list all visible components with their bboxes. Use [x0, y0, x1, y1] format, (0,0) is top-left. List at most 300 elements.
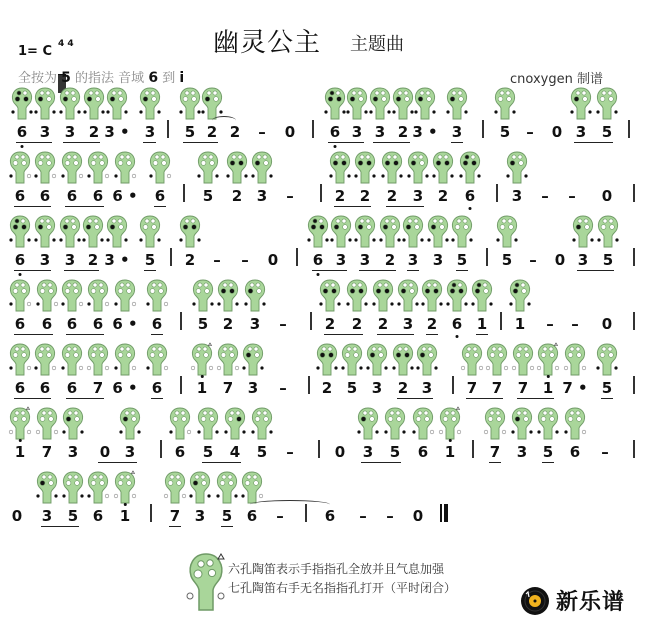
ocarina-fingering-icon [445, 86, 469, 120]
note: 6 [464, 187, 476, 205]
fingering-hint [18, 67, 184, 86]
range-low: 6 [148, 70, 159, 86]
note: – [546, 315, 554, 333]
beam-underline [64, 270, 99, 271]
beam-underline [41, 526, 79, 527]
note: 7 [92, 379, 104, 397]
ocarina-fingering-icon [536, 342, 560, 376]
legend-line-2: 七孔陶笛右手无名指指孔打开（平时闭合） [228, 581, 457, 595]
note: 1 [514, 315, 526, 333]
ocarina-fingering-icon [391, 342, 415, 376]
note: 3 [362, 443, 374, 461]
note: 6 [66, 187, 78, 205]
note: 3 • [104, 123, 130, 141]
ocarina-fingering-icon [8, 278, 32, 312]
ocarina-fingering-icon [426, 214, 450, 248]
beam-underline [312, 270, 347, 271]
ocarina-fingering-icon [371, 278, 395, 312]
note: 2 [426, 315, 438, 333]
note: – [286, 187, 294, 205]
note: 6 [66, 379, 78, 397]
ocarina-fingering-icon [508, 278, 532, 312]
beam-underline [574, 142, 613, 143]
beam-underline [451, 142, 463, 143]
ocarina-fingering-icon [196, 150, 220, 184]
bar-line [633, 376, 635, 394]
note: 6 • [112, 187, 138, 205]
low-octave-dot [21, 145, 24, 148]
beam-underline [66, 398, 104, 399]
beam-underline [377, 334, 414, 335]
note: 2 [386, 187, 398, 205]
site-logo[interactable] [520, 585, 625, 616]
note: – [601, 443, 609, 461]
note: 7 [489, 443, 501, 461]
beam-underline [466, 398, 503, 399]
note: 3 [247, 379, 259, 397]
beam-underline [601, 398, 613, 399]
ocarina-fingering-icon [345, 278, 369, 312]
beam-underline [202, 462, 241, 463]
ocarina-fingering-icon [113, 150, 137, 184]
ocarina-fingering-icon [470, 278, 494, 312]
note: 3 [39, 123, 51, 141]
note: 6 [14, 251, 26, 269]
time-signature-top: 4 [58, 39, 65, 49]
note: 2 [397, 379, 409, 397]
note: 2 [321, 379, 333, 397]
beam-underline [183, 142, 218, 143]
bar-line [150, 504, 152, 522]
bar-line [183, 184, 185, 202]
beam-underline [542, 462, 554, 463]
bar-line [472, 440, 474, 458]
note: 1 [445, 444, 455, 461]
bar-line [170, 248, 172, 266]
ocarina-fingering-icon [438, 406, 462, 440]
note: – [529, 251, 537, 269]
ocarina-fingering-icon [35, 278, 59, 312]
time-signature-bottom: 4 [67, 39, 74, 49]
note: 6 • [112, 315, 138, 333]
ocarina-fingering-icon [505, 150, 529, 184]
beam-underline [144, 270, 156, 271]
ocarina-fingering-icon [450, 214, 474, 248]
ocarina-fingering-icon [105, 86, 129, 120]
low-octave-dot [469, 207, 472, 210]
note: – [276, 507, 284, 525]
note: – [526, 123, 534, 141]
beam-underline [361, 462, 401, 463]
note: 5 [499, 123, 511, 141]
legend-line-1: 六孔陶笛表示手指指孔全放并且气息加强 [228, 562, 445, 576]
beam-underline [221, 526, 233, 527]
note: 6 [14, 315, 26, 333]
ocarina-fingering-icon [86, 470, 110, 504]
ocarina-fingering-icon [396, 278, 420, 312]
note: 3 [124, 443, 136, 461]
ocarina-fingering-icon [595, 86, 619, 120]
ocarina-fingering-icon [190, 342, 214, 376]
ocarina-fingering-icon [225, 150, 249, 184]
bar-line [633, 440, 635, 458]
note: 2 [437, 187, 449, 205]
note: 3 [432, 251, 444, 269]
note: 6 [66, 315, 78, 333]
ocarina-fingering-icon [563, 342, 587, 376]
ocarina-fingering-icon [340, 342, 364, 376]
note: – [541, 187, 549, 205]
ocarina-fingering-icon [411, 406, 435, 440]
ocarina-fingering-icon [191, 278, 215, 312]
ocarina-fingering-icon [178, 214, 202, 248]
ocarina-fingering-icon [196, 406, 220, 440]
note: 2 [206, 123, 218, 141]
note: 1 [476, 315, 488, 333]
score-line [0, 278, 648, 340]
note: 2 [87, 251, 99, 269]
ocarina-fingering-icon [595, 342, 619, 376]
bar-line [308, 376, 310, 394]
time-signature [58, 40, 74, 49]
ocarina-fingering-icon [33, 214, 57, 248]
note: 6 [154, 187, 166, 205]
ocarina-fingering-icon [33, 342, 57, 376]
low-octave-dot [334, 145, 337, 148]
bar-line [320, 184, 322, 202]
ocarina-fingering-icon [178, 86, 202, 120]
ocarina-fingering-icon [445, 278, 469, 312]
note: 0 [334, 443, 346, 461]
ocarina-fingering-icon [483, 406, 507, 440]
note: 5 [456, 251, 468, 269]
note: 7 • [562, 379, 588, 397]
beam-underline [456, 270, 468, 271]
low-octave-dot [317, 273, 320, 276]
note: 6 [569, 443, 581, 461]
note: 2 [222, 315, 234, 333]
ocarina-fingering-icon [323, 86, 347, 120]
key-signature: 1= C [18, 44, 53, 59]
note: 6 [151, 315, 163, 333]
credit: cnoxygen 制谱 [510, 72, 603, 87]
note: 3 [412, 187, 424, 205]
note: 3 [335, 251, 347, 269]
note: 1 [120, 508, 130, 525]
ocarina-fingering-icon [250, 150, 274, 184]
note: 2 [351, 315, 363, 333]
note: 0 [99, 443, 111, 461]
hint-range-label: 的指法 音域 [75, 71, 145, 86]
note: 5 [221, 507, 233, 525]
ocarina-fingering-icon [493, 86, 517, 120]
bar-line [496, 184, 498, 202]
ocarina-fingering-icon [353, 150, 377, 184]
score-line [0, 150, 648, 212]
note: 3 [402, 315, 414, 333]
note: 3 [577, 251, 589, 269]
bar-line [486, 248, 488, 266]
note: 3 [516, 443, 528, 461]
note: 1 [197, 380, 207, 397]
note: – [286, 443, 294, 461]
ocarina-fingering-icon [86, 278, 110, 312]
note: 7 [491, 379, 503, 397]
note: 2 [359, 187, 371, 205]
note: 0 [551, 123, 563, 141]
bar-line [160, 440, 162, 458]
ocarina-fingering-icon [511, 342, 535, 376]
ocarina-fingering-icon [353, 214, 377, 248]
beam-underline [143, 142, 156, 143]
note: 2 [229, 123, 241, 141]
beam-underline [151, 334, 163, 335]
ocarina-fingering-icon [380, 150, 404, 184]
bar-line [500, 312, 502, 330]
score-line [0, 470, 648, 532]
note: – [386, 507, 394, 525]
note: 5 [197, 315, 209, 333]
beam-underline [359, 270, 396, 271]
note: 6 [16, 123, 28, 141]
ocarina-fingering-icon [315, 342, 339, 376]
ocarina-fingering-icon [391, 86, 415, 120]
note: 0 [601, 187, 613, 205]
ocarina-fingering-icon [401, 214, 425, 248]
note: 5 [602, 251, 614, 269]
note: – [258, 123, 266, 141]
note: 5 [346, 379, 358, 397]
hint-note: 5 [61, 70, 71, 86]
note: 5 [202, 443, 214, 461]
ocarina-fingering-icon [138, 214, 162, 248]
ocarina-fingering-icon [223, 406, 247, 440]
bar-line [180, 376, 182, 394]
score-line [0, 86, 648, 148]
score-line [0, 214, 648, 276]
note: 0 [412, 507, 424, 525]
ocarina-fingering-icon [145, 278, 169, 312]
note: 2 [231, 187, 243, 205]
bar-line [310, 312, 312, 330]
note: – [241, 251, 249, 269]
beam-underline [426, 334, 438, 335]
beam-underline [16, 142, 52, 143]
range-to: 到 [162, 71, 176, 86]
ocarina-fingering-icon [8, 406, 32, 440]
ocarina-fingering-icon [458, 150, 482, 184]
note: 5 [256, 443, 268, 461]
ocarina-fingering-icon [368, 86, 392, 120]
ocarina-fingering-icon [8, 214, 32, 248]
note: 4 [229, 443, 241, 461]
ocarina-fingering-icon [86, 342, 110, 376]
note: 3 [41, 507, 53, 525]
ocarina-fingering-icon [536, 406, 560, 440]
note: 3 [374, 123, 386, 141]
beam-underline [407, 270, 419, 271]
ocarina-fingering-icon [113, 342, 137, 376]
beam-underline [14, 334, 53, 335]
note: 3 [249, 315, 261, 333]
note: 2 [184, 251, 196, 269]
hint-prefix: 全按为 [18, 71, 58, 86]
ocarina-fingering-icon [569, 86, 593, 120]
note: 5 [542, 443, 554, 461]
note: 3 [351, 123, 363, 141]
ocarina-fingering-icon [215, 470, 239, 504]
beam-underline [386, 206, 424, 207]
ocarina-fingering-icon [163, 470, 187, 504]
note: 1 [543, 380, 553, 397]
note: 0 [601, 315, 613, 333]
ocarina-fingering-icon [118, 406, 142, 440]
note: 6 [92, 187, 104, 205]
ocarina-fingering-icon [35, 470, 59, 504]
ocarina-fingering-icon [168, 406, 192, 440]
ocarina-fingering-icon [145, 342, 169, 376]
note: 7 [222, 379, 234, 397]
note: 7 [41, 443, 53, 461]
ocarina-fingering-icon [58, 214, 82, 248]
note: 0 [267, 251, 279, 269]
beam-underline [151, 398, 163, 399]
beam-underline [397, 398, 433, 399]
note: 3 [144, 123, 156, 141]
ocarina-fingering-icon [216, 342, 240, 376]
ocarina-fingering-icon [318, 278, 342, 312]
note: 2 [397, 123, 409, 141]
beam-underline [324, 334, 363, 335]
range-high: i [179, 70, 185, 86]
beam-underline [476, 334, 488, 335]
ocarina-fingering-icon [188, 470, 212, 504]
note: – [279, 379, 287, 397]
ocarina-fingering-icon [596, 214, 620, 248]
note: 6 • [112, 379, 138, 397]
note: 3 [511, 187, 523, 205]
note: 5 [184, 123, 196, 141]
ocarina-fingering-icon [200, 86, 224, 120]
beam-underline [517, 398, 554, 399]
tie-slur [212, 116, 236, 125]
note: – [279, 315, 287, 333]
ocarina-fingering-icon [365, 342, 389, 376]
note: 3 [64, 123, 76, 141]
beam-underline [98, 462, 137, 463]
beam-underline [63, 142, 100, 143]
tie-slur [250, 500, 330, 509]
note: 3 [194, 507, 206, 525]
note: 0 [284, 123, 296, 141]
ocarina-fingering-icon [460, 342, 484, 376]
ocarina-fingering-icon [58, 86, 82, 120]
ocarina-fingering-icon [35, 406, 59, 440]
note: 5 [501, 251, 513, 269]
beam-underline [169, 526, 181, 527]
note: 6 [92, 315, 104, 333]
note: 3 [407, 251, 419, 269]
beam-underline [577, 270, 614, 271]
low-octave-dot [19, 273, 22, 276]
note: 3 [421, 379, 433, 397]
ocarina-fingering-icon [60, 150, 84, 184]
note: 2 [324, 315, 336, 333]
note: 6 [417, 443, 429, 461]
ocarina-legend-icon [185, 550, 227, 614]
score-line [0, 342, 648, 404]
ocarina-fingering-icon [485, 342, 509, 376]
ocarina-fingering-icon [563, 406, 587, 440]
note: – [213, 251, 221, 269]
note: 7 [466, 379, 478, 397]
note: 0 [554, 251, 566, 269]
page-subtitle: 主题曲 [350, 34, 404, 55]
beam-underline [328, 142, 364, 143]
beam-underline [373, 142, 410, 143]
ocarina-fingering-icon [571, 214, 595, 248]
ocarina-fingering-icon [328, 150, 352, 184]
page-title: 幽灵公主 [213, 28, 322, 58]
note: 3 • [412, 123, 438, 141]
note: 5 [202, 187, 214, 205]
note: 5 [601, 123, 613, 141]
beam-underline [14, 206, 51, 207]
note: 5 [601, 379, 613, 397]
vinyl-record-icon [520, 586, 550, 616]
ocarina-fingering-icon [356, 406, 380, 440]
note: 0 [11, 507, 23, 525]
beam-underline [489, 462, 501, 463]
ocarina-fingering-icon [216, 278, 240, 312]
ocarina-fingering-icon [113, 470, 137, 504]
note: 6 [14, 187, 26, 205]
ocarina-fingering-icon [113, 278, 137, 312]
beam-underline [154, 206, 166, 207]
note: – [359, 507, 367, 525]
note: 5 [389, 443, 401, 461]
bar-line [633, 312, 635, 330]
note: 3 [359, 251, 371, 269]
beam-underline [65, 206, 104, 207]
legend-text [228, 560, 456, 598]
note: 6 [92, 507, 104, 525]
note: – [571, 315, 579, 333]
beam-underline [66, 334, 104, 335]
ocarina-fingering-icon [8, 150, 32, 184]
low-octave-dot [456, 335, 459, 338]
note: 6 [312, 251, 324, 269]
ocarina-fingering-icon [431, 150, 455, 184]
beam-underline [14, 398, 51, 399]
ocarina-fingering-icon [61, 406, 85, 440]
ocarina-fingering-icon [415, 342, 439, 376]
beam-underline [14, 270, 51, 271]
ocarina-fingering-icon [495, 214, 519, 248]
ocarina-fingering-icon [329, 214, 353, 248]
ocarina-fingering-icon [243, 278, 267, 312]
bar-line [167, 120, 169, 138]
note: 6 [451, 315, 463, 333]
ocarina-fingering-icon [406, 150, 430, 184]
note: 2 [334, 187, 346, 205]
ocarina-fingering-icon [378, 214, 402, 248]
note: 6 [39, 379, 51, 397]
note: 2 [377, 315, 389, 333]
bar-line [312, 120, 314, 138]
note: 3 [256, 187, 268, 205]
bar-line [482, 120, 484, 138]
